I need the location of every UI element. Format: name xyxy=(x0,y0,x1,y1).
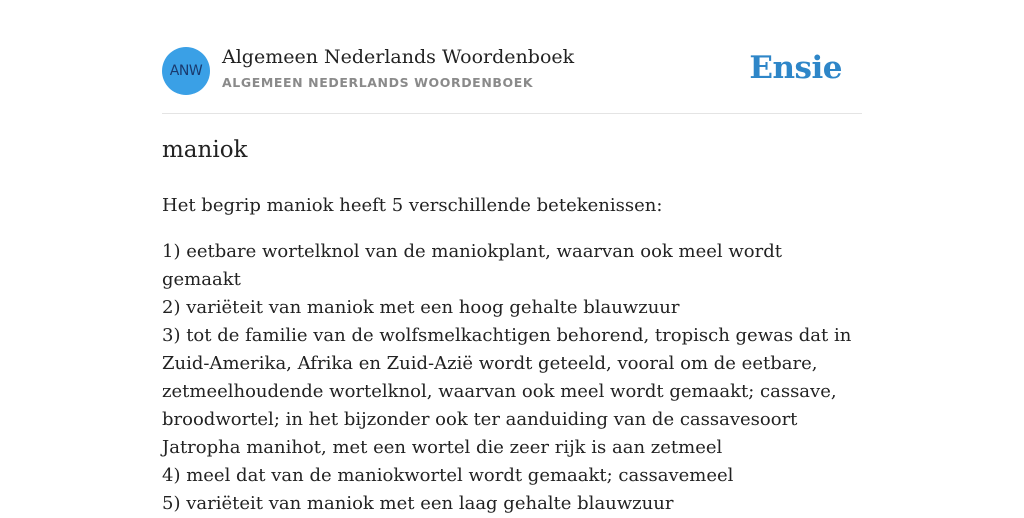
meaning-item: 2) variëteit van maniok met een hoog gehalte blauwzuur xyxy=(162,297,680,318)
meaning-item: 1) eetbare wortelknol van de maniokplant, waarvan ook meel wordt gemaakt xyxy=(162,241,783,290)
entry-word: maniok xyxy=(162,137,248,163)
source-logo-text: ANW xyxy=(169,63,203,79)
meanings-list xyxy=(162,238,864,518)
source-title[interactable]: Algemeen Nederlands Woordenboek xyxy=(222,46,575,68)
meaning-item: 3) tot de familie van de wolfsmelkachtigen behorend, tropisch gewas dat in Zuid-Amerika, Afrika en Zuid-Azië wordt geteeld, vooral om de eetbare, zetmeelhoudende wortelknol, waarvan ook meel wordt gemaakt; cassave, broodwortel; in het bijzonder ook ter aanduiding van de cassavesoort Jatropha manihot, met een wortel die zeer rijk is aan zetmeel xyxy=(162,325,852,458)
header xyxy=(162,0,862,114)
brand-logo[interactable]: Ensie xyxy=(749,50,842,86)
meaning-item: 5) variëteit van maniok met een laag gehalte blauwzuur xyxy=(162,493,674,514)
source-logo[interactable] xyxy=(162,47,210,95)
entry-intro: Het begrip maniok heeft 5 verschillende betekenissen: xyxy=(162,195,663,216)
meaning-item: 4) meel dat van de maniokwortel wordt gemaakt; cassavemeel xyxy=(162,465,734,486)
source-subtitle: ALGEMEEN NEDERLANDS WOORDENBOEK xyxy=(222,75,534,90)
page-container xyxy=(162,0,862,514)
